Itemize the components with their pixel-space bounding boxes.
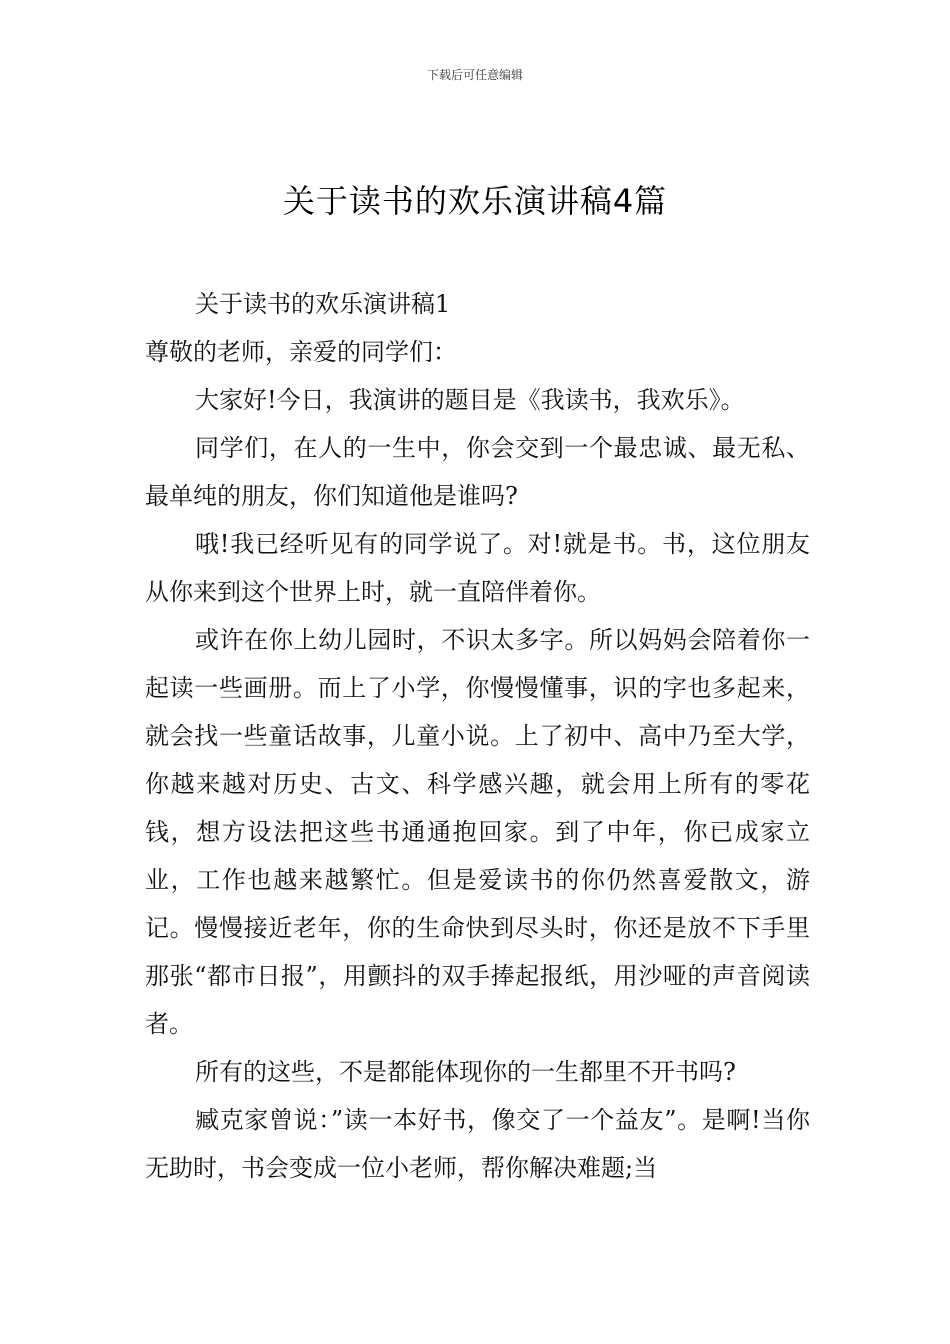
paragraph: 哦!我已经听见有的同学说了。对!就是书。书，这位朋友从你来到这个世界上时，就一直陪伴着你。 bbox=[145, 530, 810, 606]
document-body bbox=[145, 280, 810, 1192]
paragraph: 或许在你上幼儿园时，不识太多字。所以妈妈会陪着你一起读一些画册。而上了小学，你慢慢懂事，识的字也多起来，就会找一些童话故事，儿童小说。上了初中、高中乃至大学，你越来越对历史、古文、科学感兴趣，就会用上所有的零花钱，想方设法把这些书通通抱回家。到了中年，你已成家立业，工作也越来越繁忙。但是爱读书的你仍然喜爱散文，游记。慢慢接近老年，你的生命快到尽头时，你还是放不下手里那张“都市日报”，用颤抖的双手捧起报纸，用沙哑的声音阅读者。 bbox=[145, 626, 810, 1038]
paragraph: 臧克家曾说：”读一本好书，像交了一个益友”。是啊!当你无助时，书会变成一位小老师，帮你解决难题;当 bbox=[145, 1106, 810, 1182]
paragraph: 同学们，在人的一生中，你会交到一个最忠诚、最无私、最单纯的朋友，你们知道他是谁吗? bbox=[145, 434, 810, 510]
section-heading: 关于读书的欢乐演讲稿1 bbox=[195, 290, 451, 318]
header-note: 下载后可任意编辑 bbox=[426, 68, 523, 82]
paragraph: 大家好!今日，我演讲的题目是《我读书，我欢乐》。 bbox=[195, 386, 745, 414]
salutation: 尊敬的老师，亲爱的同学们： bbox=[145, 338, 457, 366]
document-title: 关于读书的欢乐演讲稿4篇 bbox=[282, 182, 668, 220]
paragraph: 所有的这些，不是都能体现你的一生都里不开书吗? bbox=[195, 1058, 736, 1086]
